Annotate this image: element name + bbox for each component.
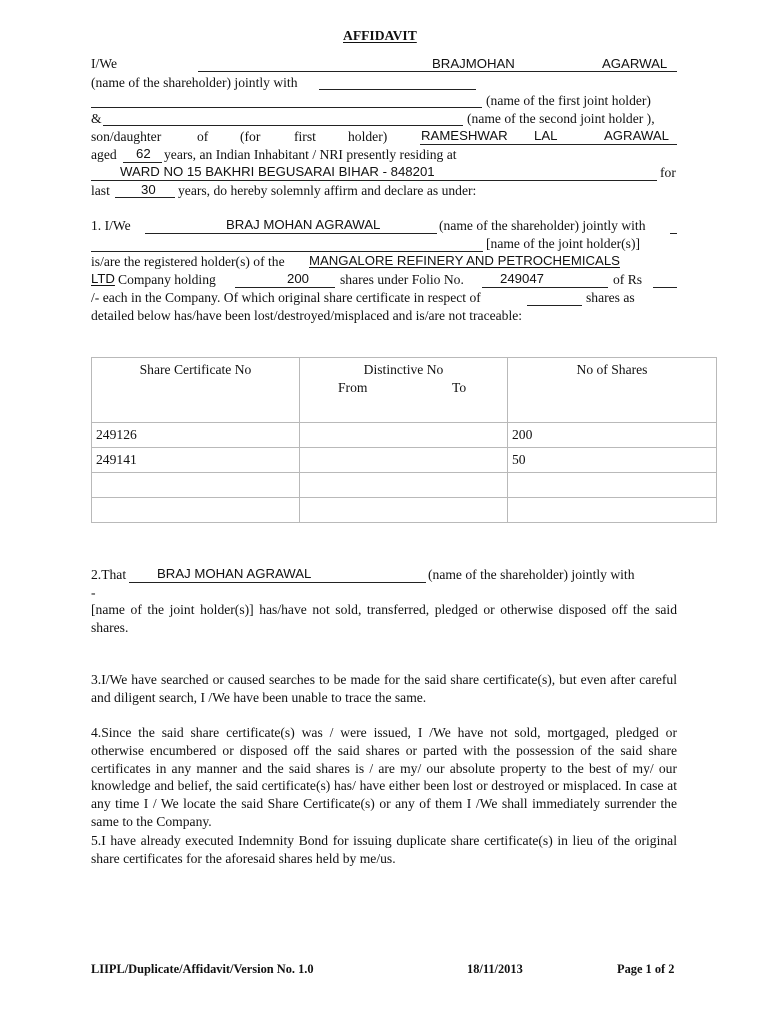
table-header-shares xyxy=(508,358,717,423)
para1-jointly-label: (name of the shareholder) jointly with xyxy=(439,218,646,233)
residence-label: years, an Indian Inhabitant / NRI presently residing at xyxy=(164,147,457,162)
shareholder-last-name: AGARWAL xyxy=(602,56,668,71)
of-label: of xyxy=(197,129,209,144)
table-cell-distinctive xyxy=(300,473,508,498)
address-value: WARD NO 15 BAKHRI BEGUSARAI BIHAR - 848201 xyxy=(120,164,435,179)
table-row xyxy=(92,498,717,523)
para1-detailed-label: detailed below has/have been lost/destroyed/misplaced and is/are not traceable: xyxy=(91,308,523,323)
para1-joint-holder-label: [name of the joint holder(s)] xyxy=(486,236,641,251)
second-joint-holder-line xyxy=(103,125,463,126)
para1-each-label: /- each in the Company. Of which original share certificate in respect of xyxy=(91,290,481,305)
para2-text: [name of the joint holder(s)] has/have not sold, transferred, pledged or otherwise disposed off the said shares. xyxy=(91,602,677,635)
joint-holder-line xyxy=(319,89,476,90)
table-cell-distinctive xyxy=(300,423,508,448)
para2-jointly-label: (name of the shareholder) jointly with xyxy=(428,567,635,582)
first-joint-holder-line xyxy=(91,107,482,108)
solemnly-affirm-label: years, do hereby solemnly affirm and declare as under: xyxy=(178,183,477,198)
table-row xyxy=(92,473,717,498)
col-distinctive-label: Distinctive No xyxy=(363,362,444,377)
para1-shares-count: 200 xyxy=(287,271,310,286)
para1-folio-line xyxy=(482,287,608,288)
para1-shareholder: BRAJ MOHAN AGRAWAL xyxy=(226,217,381,232)
col-certificate-label: Share Certificate No xyxy=(139,362,252,377)
para1-folio-no: 249047 xyxy=(500,271,545,286)
para1-folio-label: shares under Folio No. xyxy=(340,272,464,287)
for-label: (for xyxy=(240,129,261,144)
footer-date: 18/11/2013 xyxy=(467,962,523,976)
name-of-shareholder-label: (name of the shareholder) jointly with xyxy=(91,75,298,90)
years-value: 30 xyxy=(141,182,156,197)
iwe-label: I/We xyxy=(91,56,118,71)
para4-text: 4.Since the said share certificate(s) was / were issued, I /We have not sold, mortgaged, pledged or otherwise encumbered or disposed off the said shares or parted with the possession of the said share certificates in any manner and the said shares is / are my/ our absolute property to the best of my/ our knowledge and belief, the said certificate(s) has/ have either been lost or destroyed or misplaced. In case at any time I / We locate the said Share Certificate(s) or any of them I /We shall immediately surrender the same to the Company. xyxy=(91,725,677,829)
para1-holding-label: Company holding xyxy=(118,272,216,287)
table-cell-distinctive xyxy=(300,498,508,523)
son-daughter-label: son/daughter xyxy=(91,129,162,144)
para1-rs-line xyxy=(653,287,677,288)
col-to-label: To xyxy=(452,380,467,395)
para1-jointly-tail-line xyxy=(670,233,677,234)
para1-shareholder-line xyxy=(145,233,437,234)
para3-text: 3.I/We have searched or caused searches to be made for the said share certificate(s), but even after careful and diligent search, I /We have been unable to trace the same. xyxy=(91,672,677,705)
table-header-distinctive xyxy=(300,358,508,423)
table-cell-shares: 200 xyxy=(508,423,717,448)
first-joint-holder-label: (name of the first joint holder) xyxy=(486,93,651,108)
table-header-certificate xyxy=(92,358,300,423)
table-row xyxy=(92,423,717,448)
para1-certificate-count-line xyxy=(527,305,582,306)
table-cell-certificate: 249141 xyxy=(92,448,300,473)
father-name-3: AGRAWAL xyxy=(604,128,669,143)
para5-text: 5.I have already executed Indemnity Bond for issuing duplicate share certificate(s) in lieu of the original share certificates for the aforesaid shares held by me/us. xyxy=(91,833,677,866)
table-cell-certificate xyxy=(92,473,300,498)
para1-shares-as-label: shares as xyxy=(586,290,635,305)
document-title: AFFIDAVIT xyxy=(343,28,417,43)
for-label-2: for xyxy=(660,165,676,180)
shareholder-first-name: BRAJMOHAN xyxy=(432,56,515,71)
last-label: last xyxy=(91,183,110,198)
para2-shareholder-line xyxy=(129,582,426,583)
second-joint-holder-label: (name of the second joint holder ), xyxy=(467,111,655,126)
para1-of-rs-label: of Rs xyxy=(613,272,643,287)
para1-registered-label: is/are the registered holder(s) of the xyxy=(91,254,285,269)
table-cell-certificate: 249126 xyxy=(92,423,300,448)
table-cell-shares xyxy=(508,498,717,523)
para1-company-2: LTD xyxy=(91,271,115,286)
para2-dash: - xyxy=(91,585,96,600)
footer-page-number: Page 1 of 2 xyxy=(617,962,675,976)
aged-label: aged xyxy=(91,147,117,162)
share-certificate-table xyxy=(91,357,717,523)
address-line xyxy=(91,180,657,181)
first-label: first xyxy=(294,129,316,144)
para1-shares-line xyxy=(235,287,335,288)
father-name-line xyxy=(420,144,677,145)
col-from-label: From xyxy=(338,380,368,395)
table-cell-certificate xyxy=(92,498,300,523)
holder-label: holder) xyxy=(348,129,388,144)
father-name-2: LAL xyxy=(534,128,558,143)
table-cell-shares: 50 xyxy=(508,448,717,473)
col-shares-label: No of Shares xyxy=(576,362,648,377)
father-name-1: RAMESHWAR xyxy=(421,128,508,143)
table-row xyxy=(92,448,717,473)
table-header-row xyxy=(92,358,717,423)
footer-doc-ref: LIIPL/Duplicate/Affidavit/Version No. 1.0 xyxy=(91,962,314,976)
table-cell-distinctive xyxy=(300,448,508,473)
para1-company-1: MANGALORE REFINERY AND PETROCHEMICALS xyxy=(309,253,620,268)
table-cell-shares xyxy=(508,473,717,498)
age-value: 62 xyxy=(136,146,151,161)
ampersand-label: & xyxy=(91,111,102,126)
para2-shareholder: BRAJ MOHAN AGRAWAL xyxy=(157,566,312,581)
para2-lead: 2.That xyxy=(91,567,127,582)
para1-lead: 1. I/We xyxy=(91,218,131,233)
